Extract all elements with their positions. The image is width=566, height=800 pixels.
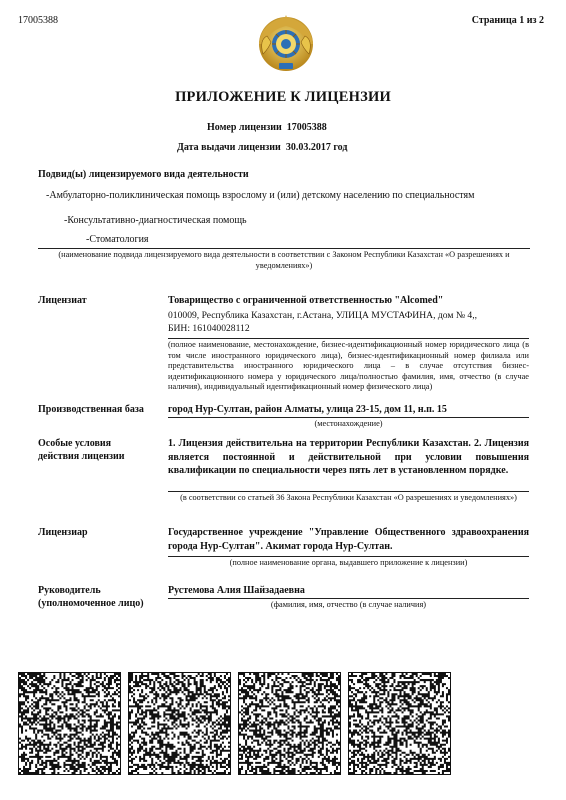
license-number-label: Номер лицензии [207,122,282,133]
head-label: Руководитель (уполномоченное лицо) [38,585,144,609]
qr-code [18,672,121,775]
production-base-note: (местонахождение) [314,419,383,428]
license-number-row [207,121,327,134]
production-base-label: Производственная база [38,404,144,415]
page-title: ПРИЛОЖЕНИЕ К ЛИЦЕНЗИИ [175,89,391,105]
divider [168,491,529,492]
licensee-address: 010009, Республика Казахстан, г.Астана, УЛИЦА МУСТАФИНА, дом № 4,, [168,310,477,321]
subtype-item: -Амбулаторно-поликлиническая помощь взрослому и (или) детскому населению по специальностям [46,190,475,201]
subtypes-note: (наименование подвида лицензируемого вида деятельности в соответствии с Законом Республики Казахстан «О разрешениях и уведомлениях») [58,250,510,270]
qr-code [238,672,341,775]
licensor-value: Государственное учреждение "Управление Общественного здравоохранения города Нур-Султан". Акимат города Нур-Султан. [168,527,529,552]
licensee-name: Товарищество с ограниченной ответственностью "Alcomed" [168,295,444,306]
licensor-note: (полное наименование органа, выдавшего приложение к лицензии) [229,558,468,567]
divider [168,338,529,339]
production-base-value: город Нур-Султан, район Алматы, улица 23-15, дом 11, н.п. 15 [168,404,447,415]
issue-date-row [177,141,347,154]
divider [168,417,529,418]
divider [168,598,529,599]
issue-date-label: Дата выдачи лицензии [177,142,281,153]
special-conditions-value: 1. Лицензия действительна на территории Республики Казахстан. 2. Лицензия является постоянной и действительной при условии повышения квалификации по специальности через пять лет в установленном порядке. [168,438,529,476]
special-conditions-label: Особые условия действия лицензии [38,438,125,462]
qr-pattern [129,673,230,774]
head-value: Рустемова Алия Шайзадаевна [168,585,305,596]
document-number: 17005388 [18,15,58,26]
page-indicator: Страница 1 из 2 [471,15,544,26]
qr-pattern [349,673,450,774]
licensor-label: Лицензиар [38,527,88,538]
licensee-bin: БИН: 161040028112 [168,323,250,334]
subtype-item: -Консультативно-диагностическая помощь [64,215,247,226]
license-number-value: 17005388 [286,122,327,133]
divider [168,556,529,557]
special-conditions-note: (в соответствии со статьей 36 Закона Республики Казахстан «О разрешениях и уведомлениях») [180,493,517,502]
qr-code [128,672,231,775]
issue-date-value: 30.03.2017 год [285,142,348,153]
licensee-note: (полное наименование, местонахождение, бизнес-идентификационный номер юридического лица (в том числе иностранного юридического лица), бизнес-идентификационный номер филиала или представительства иностранного юридического лица – в случае отсутствия бизнес-идентификационного номера у юридического лица/полностью фамилия, имя, отчество (в случае наличия), индивидуальный идентификационный номер физического лица) [168,340,529,391]
state-emblem-icon [255,14,317,76]
qr-code [348,672,451,775]
licensee-label: Лицензиат [38,295,87,306]
head-note: (фамилия, имя, отчество (в случае наличия) [270,600,427,609]
subtypes-heading: Подвид(ы) лицензируемого вида деятельности [38,169,249,180]
subtype-item: -Стоматология [86,234,149,245]
qr-pattern [19,673,120,774]
qr-pattern [239,673,340,774]
divider [38,248,530,249]
